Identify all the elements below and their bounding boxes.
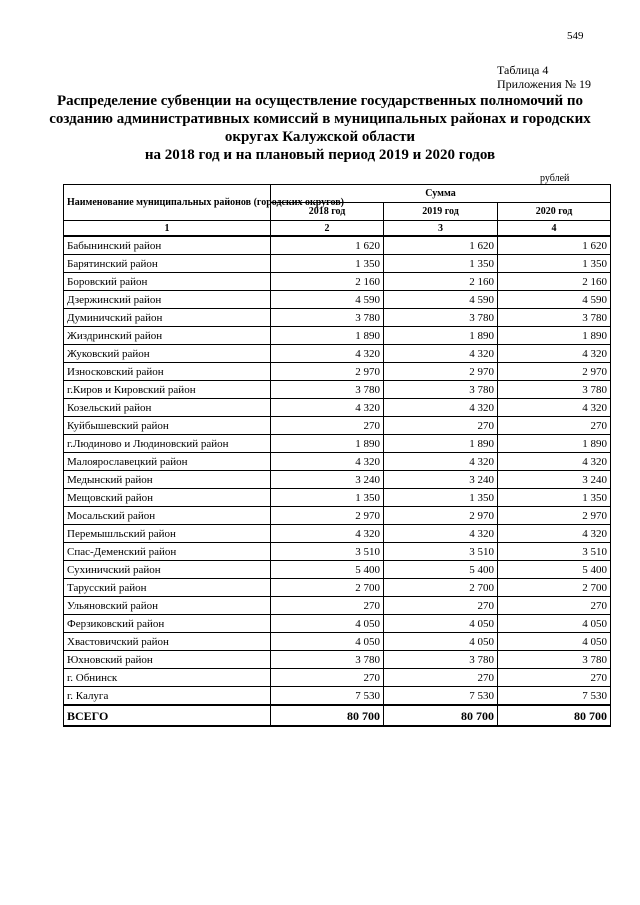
cell-2020: 1 890 bbox=[498, 435, 611, 453]
cell-2020: 4 320 bbox=[498, 453, 611, 471]
table-row bbox=[64, 597, 611, 615]
cell-district-name: Юхновский район bbox=[64, 651, 271, 669]
page-number: 549 bbox=[567, 30, 584, 42]
header-year-2020: 2020 год bbox=[498, 203, 611, 221]
cell-2019: 4 320 bbox=[384, 399, 498, 417]
table-row bbox=[64, 236, 611, 255]
cell-2020: 4 320 bbox=[498, 399, 611, 417]
cell-2020: 1 620 bbox=[498, 236, 611, 255]
cell-2018: 1 890 bbox=[271, 435, 384, 453]
cell-2019: 2 970 bbox=[384, 363, 498, 381]
cell-2020: 4 590 bbox=[498, 291, 611, 309]
cell-2019: 4 590 bbox=[384, 291, 498, 309]
cell-2018: 4 590 bbox=[271, 291, 384, 309]
cell-2018: 2 970 bbox=[271, 507, 384, 525]
table-ref-line2: Приложения № 19 bbox=[497, 77, 592, 91]
table-row bbox=[64, 255, 611, 273]
cell-2020: 270 bbox=[498, 597, 611, 615]
cell-district-name: Барятинский район bbox=[64, 255, 271, 273]
cell-2018: 3 240 bbox=[271, 471, 384, 489]
table-row bbox=[64, 633, 611, 651]
table-row bbox=[64, 417, 611, 435]
total-2019: 80 700 bbox=[384, 705, 498, 726]
cell-2020: 3 510 bbox=[498, 543, 611, 561]
cell-district-name: Козельский район bbox=[64, 399, 271, 417]
table-row bbox=[64, 453, 611, 471]
total-label: ВСЕГО bbox=[64, 705, 271, 726]
total-2020: 80 700 bbox=[498, 705, 611, 726]
title-line-2: созданию административных комиссий в муниципальных районах и городских bbox=[49, 111, 591, 127]
table-row bbox=[64, 309, 611, 327]
cell-2018: 1 350 bbox=[271, 489, 384, 507]
cell-district-name: г. Калуга bbox=[64, 687, 271, 706]
cell-2020: 1 350 bbox=[498, 489, 611, 507]
col-number-4: 4 bbox=[498, 221, 611, 237]
cell-2020: 3 240 bbox=[498, 471, 611, 489]
cell-2018: 1 890 bbox=[271, 327, 384, 345]
cell-2019: 4 050 bbox=[384, 633, 498, 651]
cell-2019: 270 bbox=[384, 417, 498, 435]
table-row bbox=[64, 363, 611, 381]
cell-2018: 2 700 bbox=[271, 579, 384, 597]
title-line-3: округах Калужской области bbox=[224, 129, 416, 145]
table-row bbox=[64, 435, 611, 453]
col-number-3: 3 bbox=[384, 221, 498, 237]
table-row bbox=[64, 525, 611, 543]
cell-2020: 3 780 bbox=[498, 381, 611, 399]
document-title bbox=[40, 92, 600, 164]
table-row bbox=[64, 381, 611, 399]
cell-2018: 3 510 bbox=[271, 543, 384, 561]
cell-2019: 3 780 bbox=[384, 651, 498, 669]
header-name: Наименование муниципальных районов (городских округов) bbox=[64, 185, 271, 221]
total-row bbox=[64, 705, 611, 726]
cell-district-name: Куйбышевский район bbox=[64, 417, 271, 435]
cell-2019: 270 bbox=[384, 597, 498, 615]
cell-2019: 4 320 bbox=[384, 345, 498, 363]
cell-2018: 3 780 bbox=[271, 381, 384, 399]
col-number-1: 1 bbox=[64, 221, 271, 237]
cell-district-name: Перемышльский район bbox=[64, 525, 271, 543]
table-row bbox=[64, 687, 611, 706]
cell-2020: 2 970 bbox=[498, 507, 611, 525]
cell-2020: 2 700 bbox=[498, 579, 611, 597]
cell-district-name: Мосальский район bbox=[64, 507, 271, 525]
subvention-table bbox=[63, 184, 611, 727]
cell-district-name: Мещовский район bbox=[64, 489, 271, 507]
cell-district-name: Медынский район bbox=[64, 471, 271, 489]
table-row bbox=[64, 471, 611, 489]
cell-2019: 3 780 bbox=[384, 381, 498, 399]
cell-2020: 2 160 bbox=[498, 273, 611, 291]
table-row bbox=[64, 579, 611, 597]
cell-2019: 2 700 bbox=[384, 579, 498, 597]
table-row bbox=[64, 561, 611, 579]
table-row bbox=[64, 399, 611, 417]
cell-district-name: Жуковский район bbox=[64, 345, 271, 363]
cell-2019: 7 530 bbox=[384, 687, 498, 706]
cell-district-name: Ферзиковский район bbox=[64, 615, 271, 633]
header-sum: Сумма bbox=[271, 185, 611, 203]
total-2018: 80 700 bbox=[271, 705, 384, 726]
col-number-2: 2 bbox=[271, 221, 384, 237]
cell-2020: 4 320 bbox=[498, 345, 611, 363]
cell-2020: 5 400 bbox=[498, 561, 611, 579]
cell-2018: 1 350 bbox=[271, 255, 384, 273]
cell-2019: 1 620 bbox=[384, 236, 498, 255]
cell-2020: 4 320 bbox=[498, 525, 611, 543]
cell-2020: 3 780 bbox=[498, 309, 611, 327]
cell-2018: 2 160 bbox=[271, 273, 384, 291]
cell-district-name: Боровский район bbox=[64, 273, 271, 291]
cell-district-name: г.Людиново и Людиновский район bbox=[64, 435, 271, 453]
cell-2018: 3 780 bbox=[271, 309, 384, 327]
cell-district-name: Сухиничский район bbox=[64, 561, 271, 579]
cell-2020: 270 bbox=[498, 417, 611, 435]
cell-2018: 4 320 bbox=[271, 345, 384, 363]
cell-district-name: Хвастовичский район bbox=[64, 633, 271, 651]
cell-district-name: Малоярославецкий район bbox=[64, 453, 271, 471]
cell-2020: 1 350 bbox=[498, 255, 611, 273]
cell-2018: 4 320 bbox=[271, 399, 384, 417]
cell-2020: 1 890 bbox=[498, 327, 611, 345]
cell-2018: 4 050 bbox=[271, 615, 384, 633]
table-row bbox=[64, 615, 611, 633]
cell-2018: 4 320 bbox=[271, 453, 384, 471]
cell-2019: 3 510 bbox=[384, 543, 498, 561]
units-label: рублей bbox=[540, 173, 570, 184]
cell-district-name: Спас-Деменский район bbox=[64, 543, 271, 561]
table-header bbox=[64, 185, 611, 237]
table-row bbox=[64, 273, 611, 291]
cell-2019: 4 320 bbox=[384, 525, 498, 543]
table-row bbox=[64, 507, 611, 525]
table-body bbox=[64, 236, 611, 705]
cell-district-name: Думиничский район bbox=[64, 309, 271, 327]
title-line-4: на 2018 год и на плановый период 2019 и 2020 годов bbox=[144, 147, 496, 163]
cell-district-name: Ульяновский район bbox=[64, 597, 271, 615]
cell-2019: 4 050 bbox=[384, 615, 498, 633]
cell-2018: 7 530 bbox=[271, 687, 384, 706]
table-row bbox=[64, 489, 611, 507]
header-year-2018: 2018 год bbox=[271, 203, 384, 221]
cell-district-name: Бабынинский район bbox=[64, 236, 271, 255]
cell-2020: 3 780 bbox=[498, 651, 611, 669]
cell-2018: 270 bbox=[271, 417, 384, 435]
cell-2018: 4 050 bbox=[271, 633, 384, 651]
cell-2019: 3 240 bbox=[384, 471, 498, 489]
table-row bbox=[64, 327, 611, 345]
table-row bbox=[64, 651, 611, 669]
cell-2020: 2 970 bbox=[498, 363, 611, 381]
cell-district-name: г.Киров и Кировский район bbox=[64, 381, 271, 399]
cell-2018: 2 970 bbox=[271, 363, 384, 381]
cell-2020: 7 530 bbox=[498, 687, 611, 706]
cell-2018: 270 bbox=[271, 597, 384, 615]
cell-2018: 5 400 bbox=[271, 561, 384, 579]
cell-district-name: Жиздринский район bbox=[64, 327, 271, 345]
table-row bbox=[64, 669, 611, 687]
cell-2019: 1 890 bbox=[384, 327, 498, 345]
cell-2019: 270 bbox=[384, 669, 498, 687]
cell-2019: 1 890 bbox=[384, 435, 498, 453]
cell-2018: 1 620 bbox=[271, 236, 384, 255]
table-reference bbox=[497, 63, 591, 91]
cell-2020: 4 050 bbox=[498, 615, 611, 633]
header-year-2019: 2019 год bbox=[384, 203, 498, 221]
table-ref-line1: Таблица 4 bbox=[497, 63, 549, 77]
table-row bbox=[64, 345, 611, 363]
cell-2019: 1 350 bbox=[384, 255, 498, 273]
cell-2019: 1 350 bbox=[384, 489, 498, 507]
cell-district-name: Тарусский район bbox=[64, 579, 271, 597]
cell-district-name: Дзержинский район bbox=[64, 291, 271, 309]
title-line-1: Распределение субвенции на осуществление государственных полномочий по bbox=[56, 93, 584, 109]
cell-2019: 5 400 bbox=[384, 561, 498, 579]
cell-2018: 270 bbox=[271, 669, 384, 687]
cell-2019: 3 780 bbox=[384, 309, 498, 327]
cell-2018: 4 320 bbox=[271, 525, 384, 543]
cell-district-name: г. Обнинск bbox=[64, 669, 271, 687]
cell-2019: 2 970 bbox=[384, 507, 498, 525]
cell-2018: 3 780 bbox=[271, 651, 384, 669]
cell-2020: 270 bbox=[498, 669, 611, 687]
cell-2019: 4 320 bbox=[384, 453, 498, 471]
table-row bbox=[64, 543, 611, 561]
cell-2020: 4 050 bbox=[498, 633, 611, 651]
cell-district-name: Износковский район bbox=[64, 363, 271, 381]
table-row bbox=[64, 291, 611, 309]
cell-2019: 2 160 bbox=[384, 273, 498, 291]
